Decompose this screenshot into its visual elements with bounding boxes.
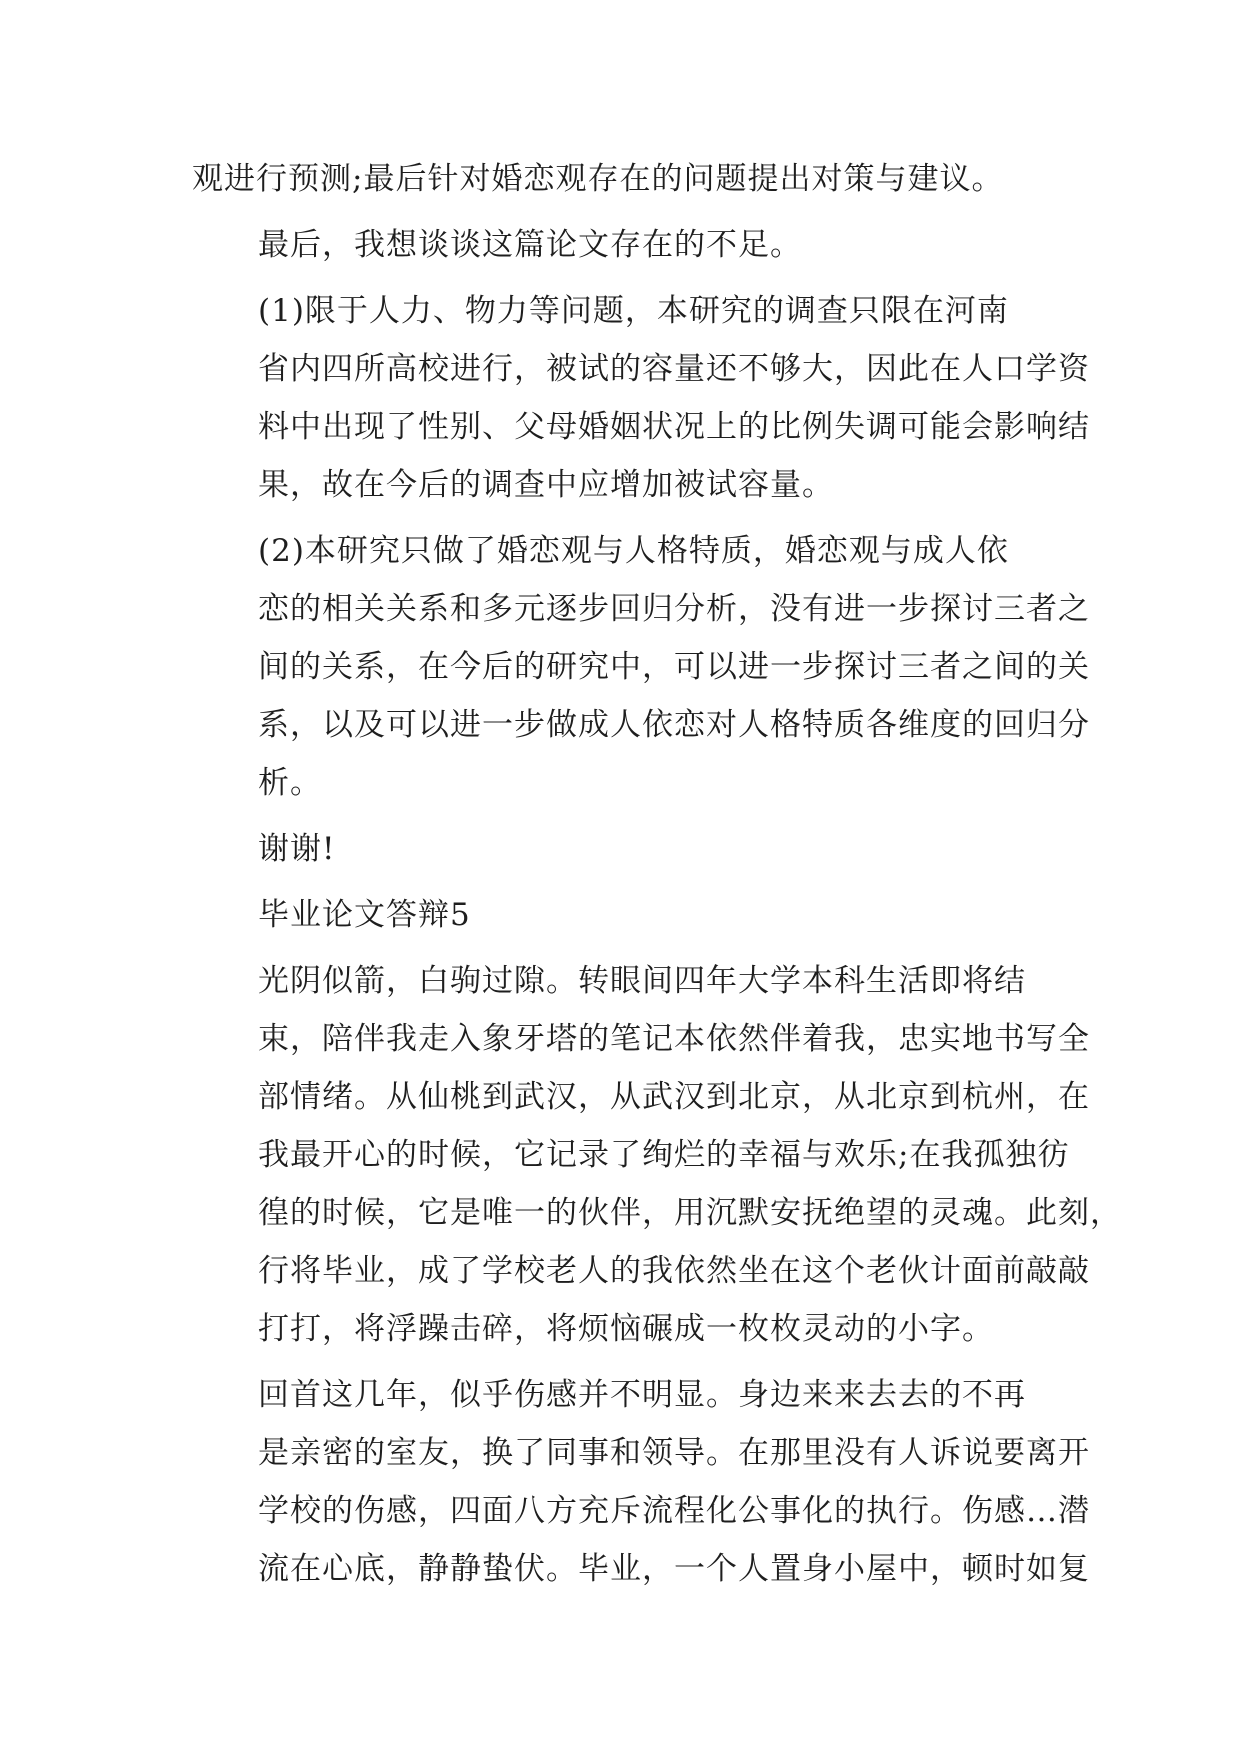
text-line: 毕业论文答辩5 xyxy=(258,897,471,933)
text-line: 恋的相关关系和多元逐步回归分析，没有进一步探讨三者之 xyxy=(258,591,1090,627)
document-body xyxy=(192,150,1122,1606)
paragraph xyxy=(192,952,1122,1358)
text-line: 光阴似箭，白驹过隙。转眼间四年大学本科生活即将结 xyxy=(258,963,1026,999)
text-line: 最后，我想谈谈这篇论文存在的不足。 xyxy=(258,227,802,263)
text-line: 学校的伤感，四面八方充斥流程化公事化的执行。伤感…潜 xyxy=(258,1493,1090,1529)
paragraph xyxy=(192,282,1090,514)
text-line: 间的关系，在今后的研究中，可以进一步探讨三者之间的关 xyxy=(258,649,1090,685)
text-line: 回首这几年，似乎伤感并不明显。身边来来去去的不再 xyxy=(258,1377,1026,1413)
paragraph xyxy=(192,886,1050,944)
text-line: 束，陪伴我走入象牙塔的笔记本依然伴着我，忠实地书写全 xyxy=(258,1021,1090,1057)
paragraph xyxy=(192,820,1050,878)
text-line: 料中出现了性别、父母婚姻状况上的比例失调可能会影响结 xyxy=(258,409,1090,445)
text-line: 行将毕业，成了学校老人的我依然坐在这个老伙计面前敲敲 xyxy=(258,1253,1090,1289)
text-line: 徨的时候，它是唯一的伙伴，用沉默安抚绝望的灵魂。此刻， xyxy=(258,1195,1122,1231)
text-line: 观进行预测;最后针对婚恋观存在的问题提出对策与建议。 xyxy=(192,161,1004,197)
text-line: (2)本研究只做了婚恋观与人格特质，婚恋观与成人依 xyxy=(258,533,1009,569)
text-line: 析。 xyxy=(258,765,322,801)
paragraph xyxy=(192,1366,1090,1598)
text-line: 谢谢! xyxy=(258,831,336,867)
paragraph xyxy=(192,216,1050,274)
text-line: 省内四所高校进行，被试的容量还不够大，因此在人口学资 xyxy=(258,351,1090,387)
text-line: 流在心底，静静蛰伏。毕业，一个人置身小屋中，顿时如复 xyxy=(258,1551,1090,1587)
text-line: 系，以及可以进一步做成人依恋对人格特质各维度的回归分 xyxy=(258,707,1090,743)
text-line: 果，故在今后的调查中应增加被试容量。 xyxy=(258,467,834,503)
text-line: 打打，将浮躁击碎，将烦恼碾成一枚枚灵动的小字。 xyxy=(258,1311,994,1347)
paragraph xyxy=(192,150,1050,208)
text-line: (1)限于人力、物力等问题，本研究的调查只限在河南 xyxy=(258,293,1009,329)
paragraph xyxy=(192,522,1090,812)
text-line: 部情绪。从仙桃到武汉，从武汉到北京，从北京到杭州，在 xyxy=(258,1079,1090,1115)
text-line: 我最开心的时候，它记录了绚烂的幸福与欢乐;在我孤独彷 xyxy=(258,1137,1070,1173)
text-line: 是亲密的室友，换了同事和领导。在那里没有人诉说要离开 xyxy=(258,1435,1090,1471)
